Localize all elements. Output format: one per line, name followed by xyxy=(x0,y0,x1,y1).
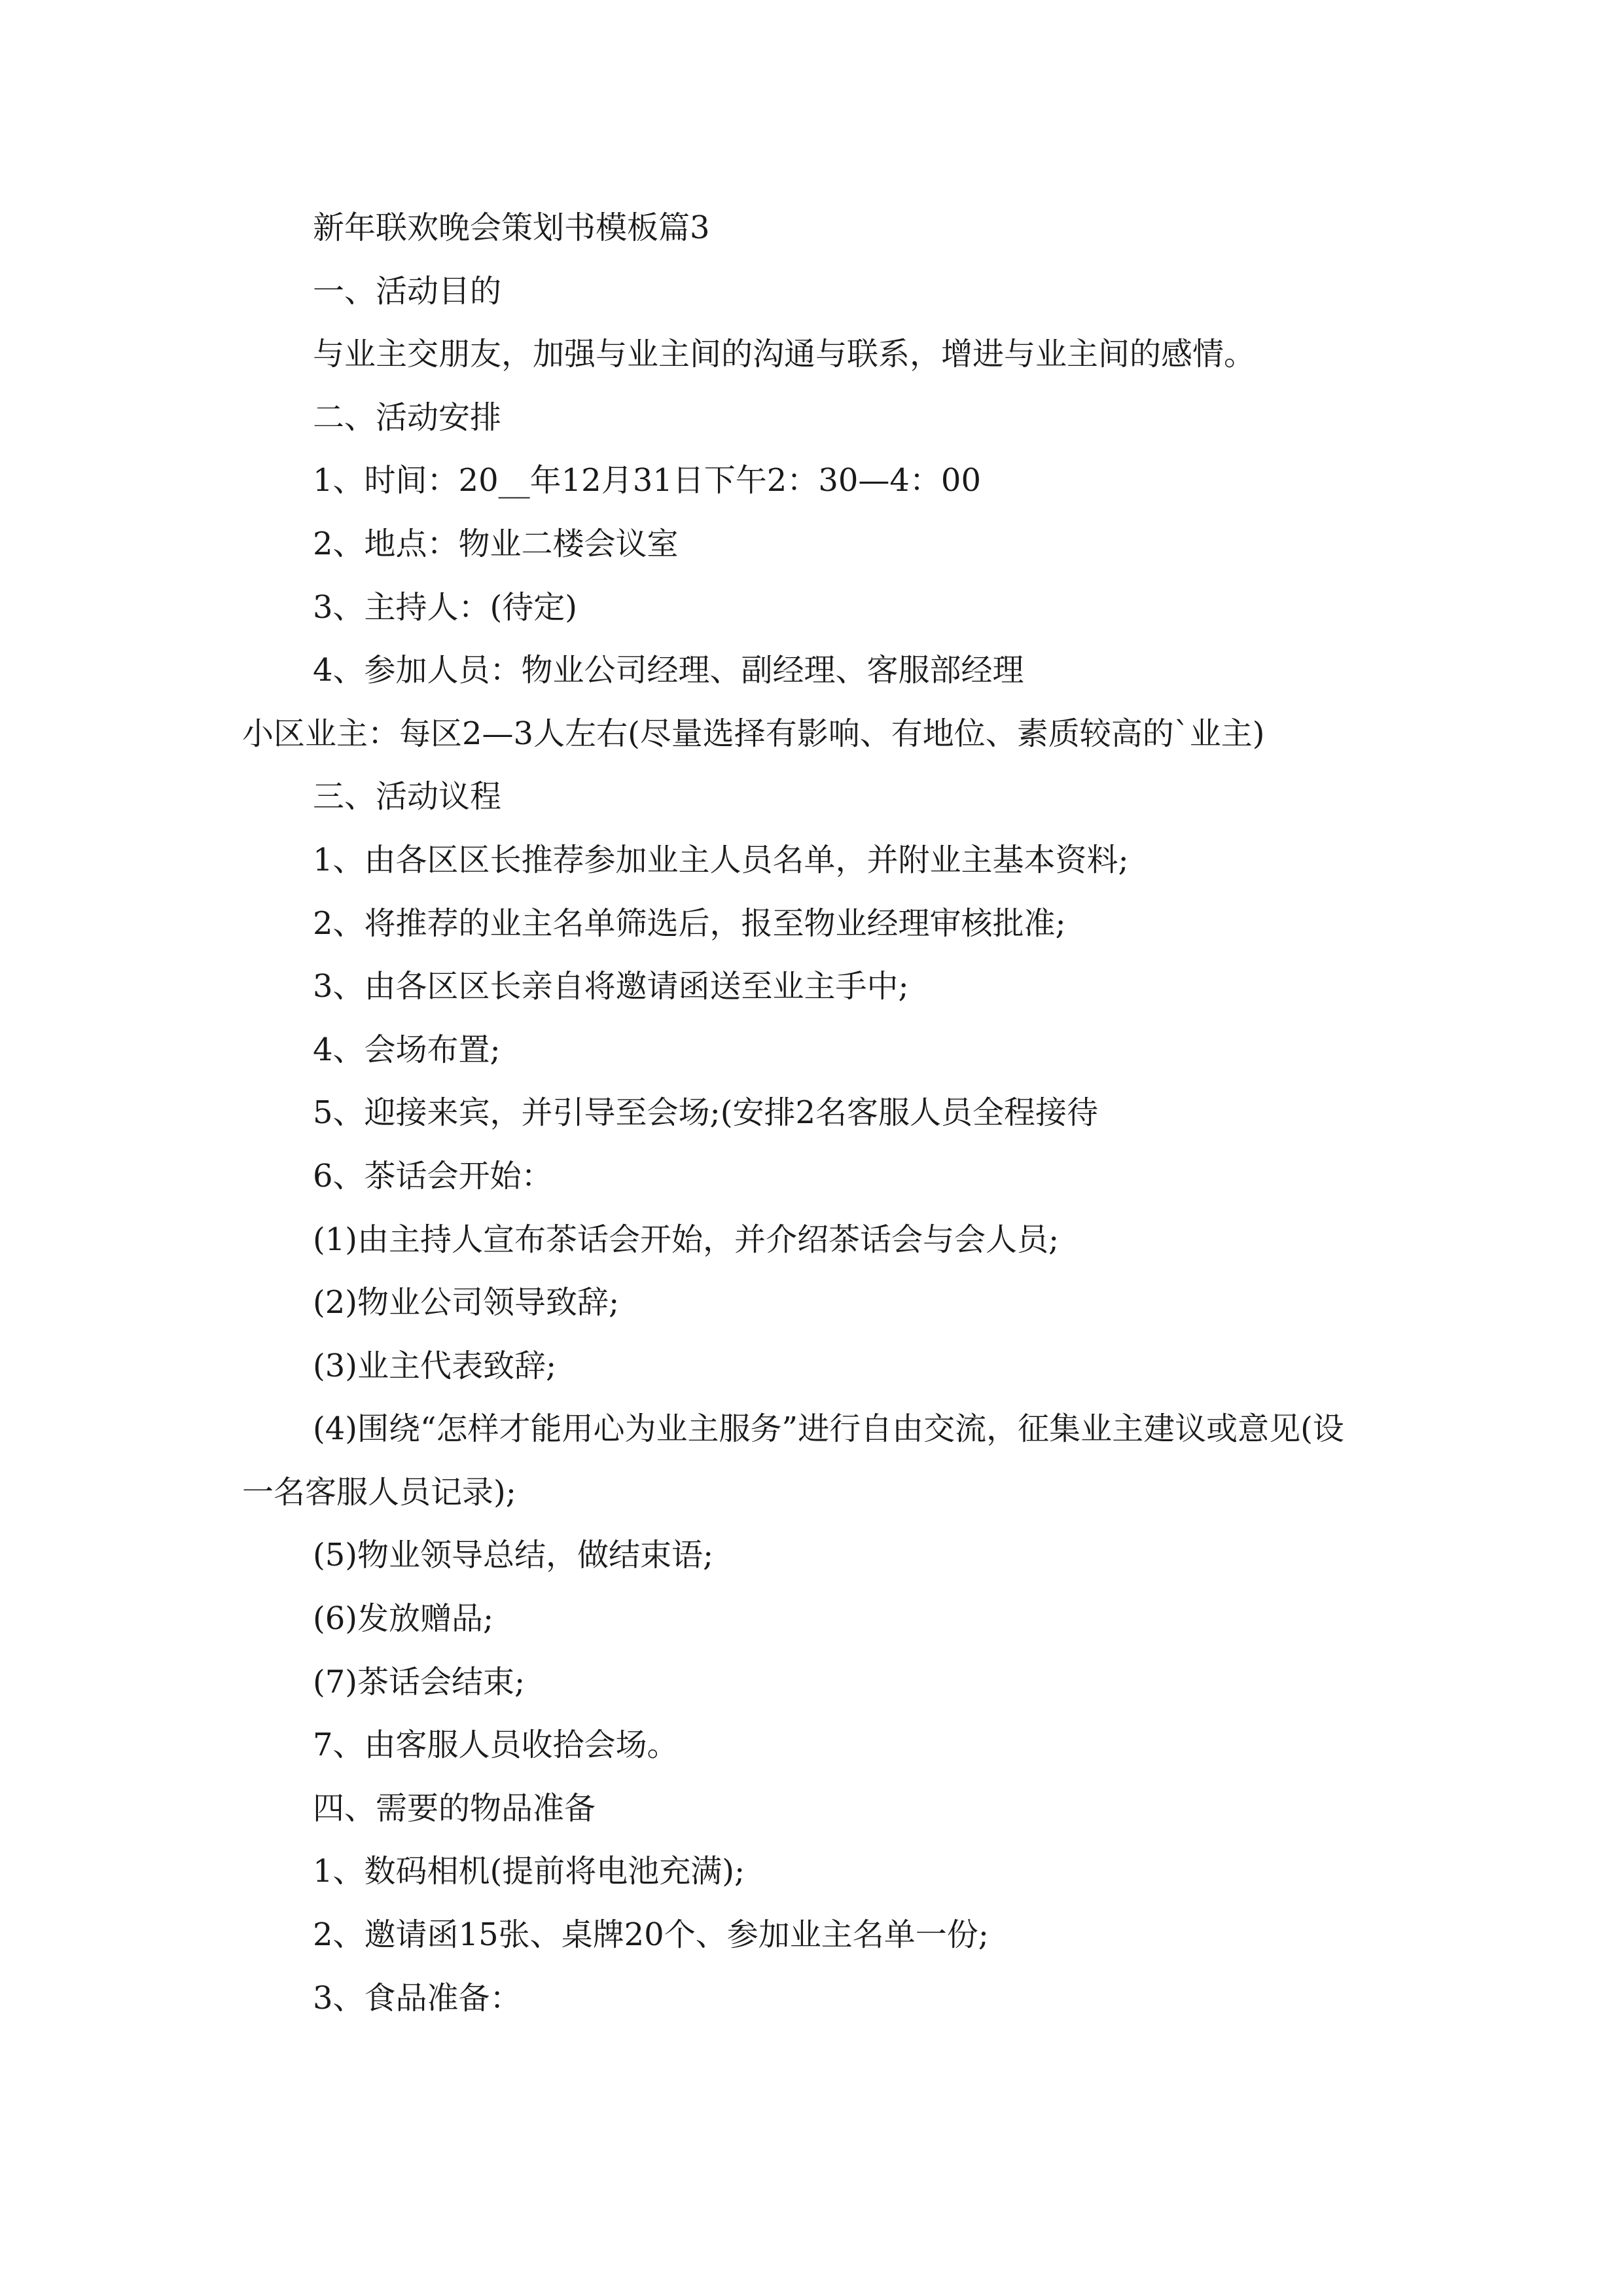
paragraph: (1)由主持人宣布茶话会开始，并介绍茶话会与会人员; xyxy=(313,1221,1060,1258)
document-title: 新年联欢晚会策划书模板篇3 xyxy=(313,209,710,246)
paragraph: 1、时间：20__年12月31日下午2：30—4：00 xyxy=(313,462,982,499)
paragraph: 1、数码相机(提前将电池充满); xyxy=(313,1853,745,1890)
paragraph-continuation: 一名客服人员记录); xyxy=(242,1473,516,1511)
paragraph: 2、邀请函15张、桌牌20个、参加业主名单一份; xyxy=(313,1916,989,1954)
section-heading: 四、需要的物品准备 xyxy=(313,1789,596,1827)
paragraph: 3、由各区区长亲自将邀请函送至业主手中; xyxy=(313,968,909,1005)
paragraph: (2)物业公司领导致辞; xyxy=(313,1284,620,1321)
paragraph: (4)围绕“怎样才能用心为业主服务”进行自由交流，征集业主建议或意见(设 xyxy=(313,1410,1344,1448)
paragraph: 3、食品准备： xyxy=(313,1979,522,2017)
document-body xyxy=(242,196,1387,2030)
section-heading: 三、活动议程 xyxy=(313,778,502,816)
paragraph: (3)业主代表致辞; xyxy=(313,1347,557,1384)
paragraph: 1、由各区区长推荐参加业主人员名单，并附业主基本资料; xyxy=(313,841,1129,878)
paragraph: 4、会场布置; xyxy=(313,1031,501,1068)
paragraph: (7)茶话会结束; xyxy=(313,1663,526,1700)
paragraph: 小区业主：每区2—3人左右(尽量选择有影响、有地位、素质较高的`业主) xyxy=(242,715,1265,752)
paragraph: 7、由客服人员收拾会场。 xyxy=(313,1727,679,1764)
section-heading: 一、活动目的 xyxy=(313,272,502,310)
paragraph: 3、主持人：(待定) xyxy=(313,588,577,626)
paragraph: 2、将推荐的业主名单筛选后，报至物业经理审核批准; xyxy=(313,905,1066,942)
paragraph: 与业主交朋友，加强与业主间的沟通与联系，增进与业主间的感情。 xyxy=(313,336,1256,373)
section-heading: 二、活动安排 xyxy=(313,399,502,436)
paragraph: 6、茶话会开始： xyxy=(313,1157,553,1194)
paragraph: 4、参加人员：物业公司经理、副经理、客服部经理 xyxy=(313,652,1024,689)
paragraph: (6)发放赠品; xyxy=(313,1600,494,1638)
paragraph: 2、地点：物业二楼会议室 xyxy=(313,525,679,562)
paragraph: 5、迎接来宾，并引导至会场;(安排2名客服人员全程接待 xyxy=(313,1094,1098,1132)
paragraph: (5)物业领导总结，做结束语; xyxy=(313,1537,714,1574)
